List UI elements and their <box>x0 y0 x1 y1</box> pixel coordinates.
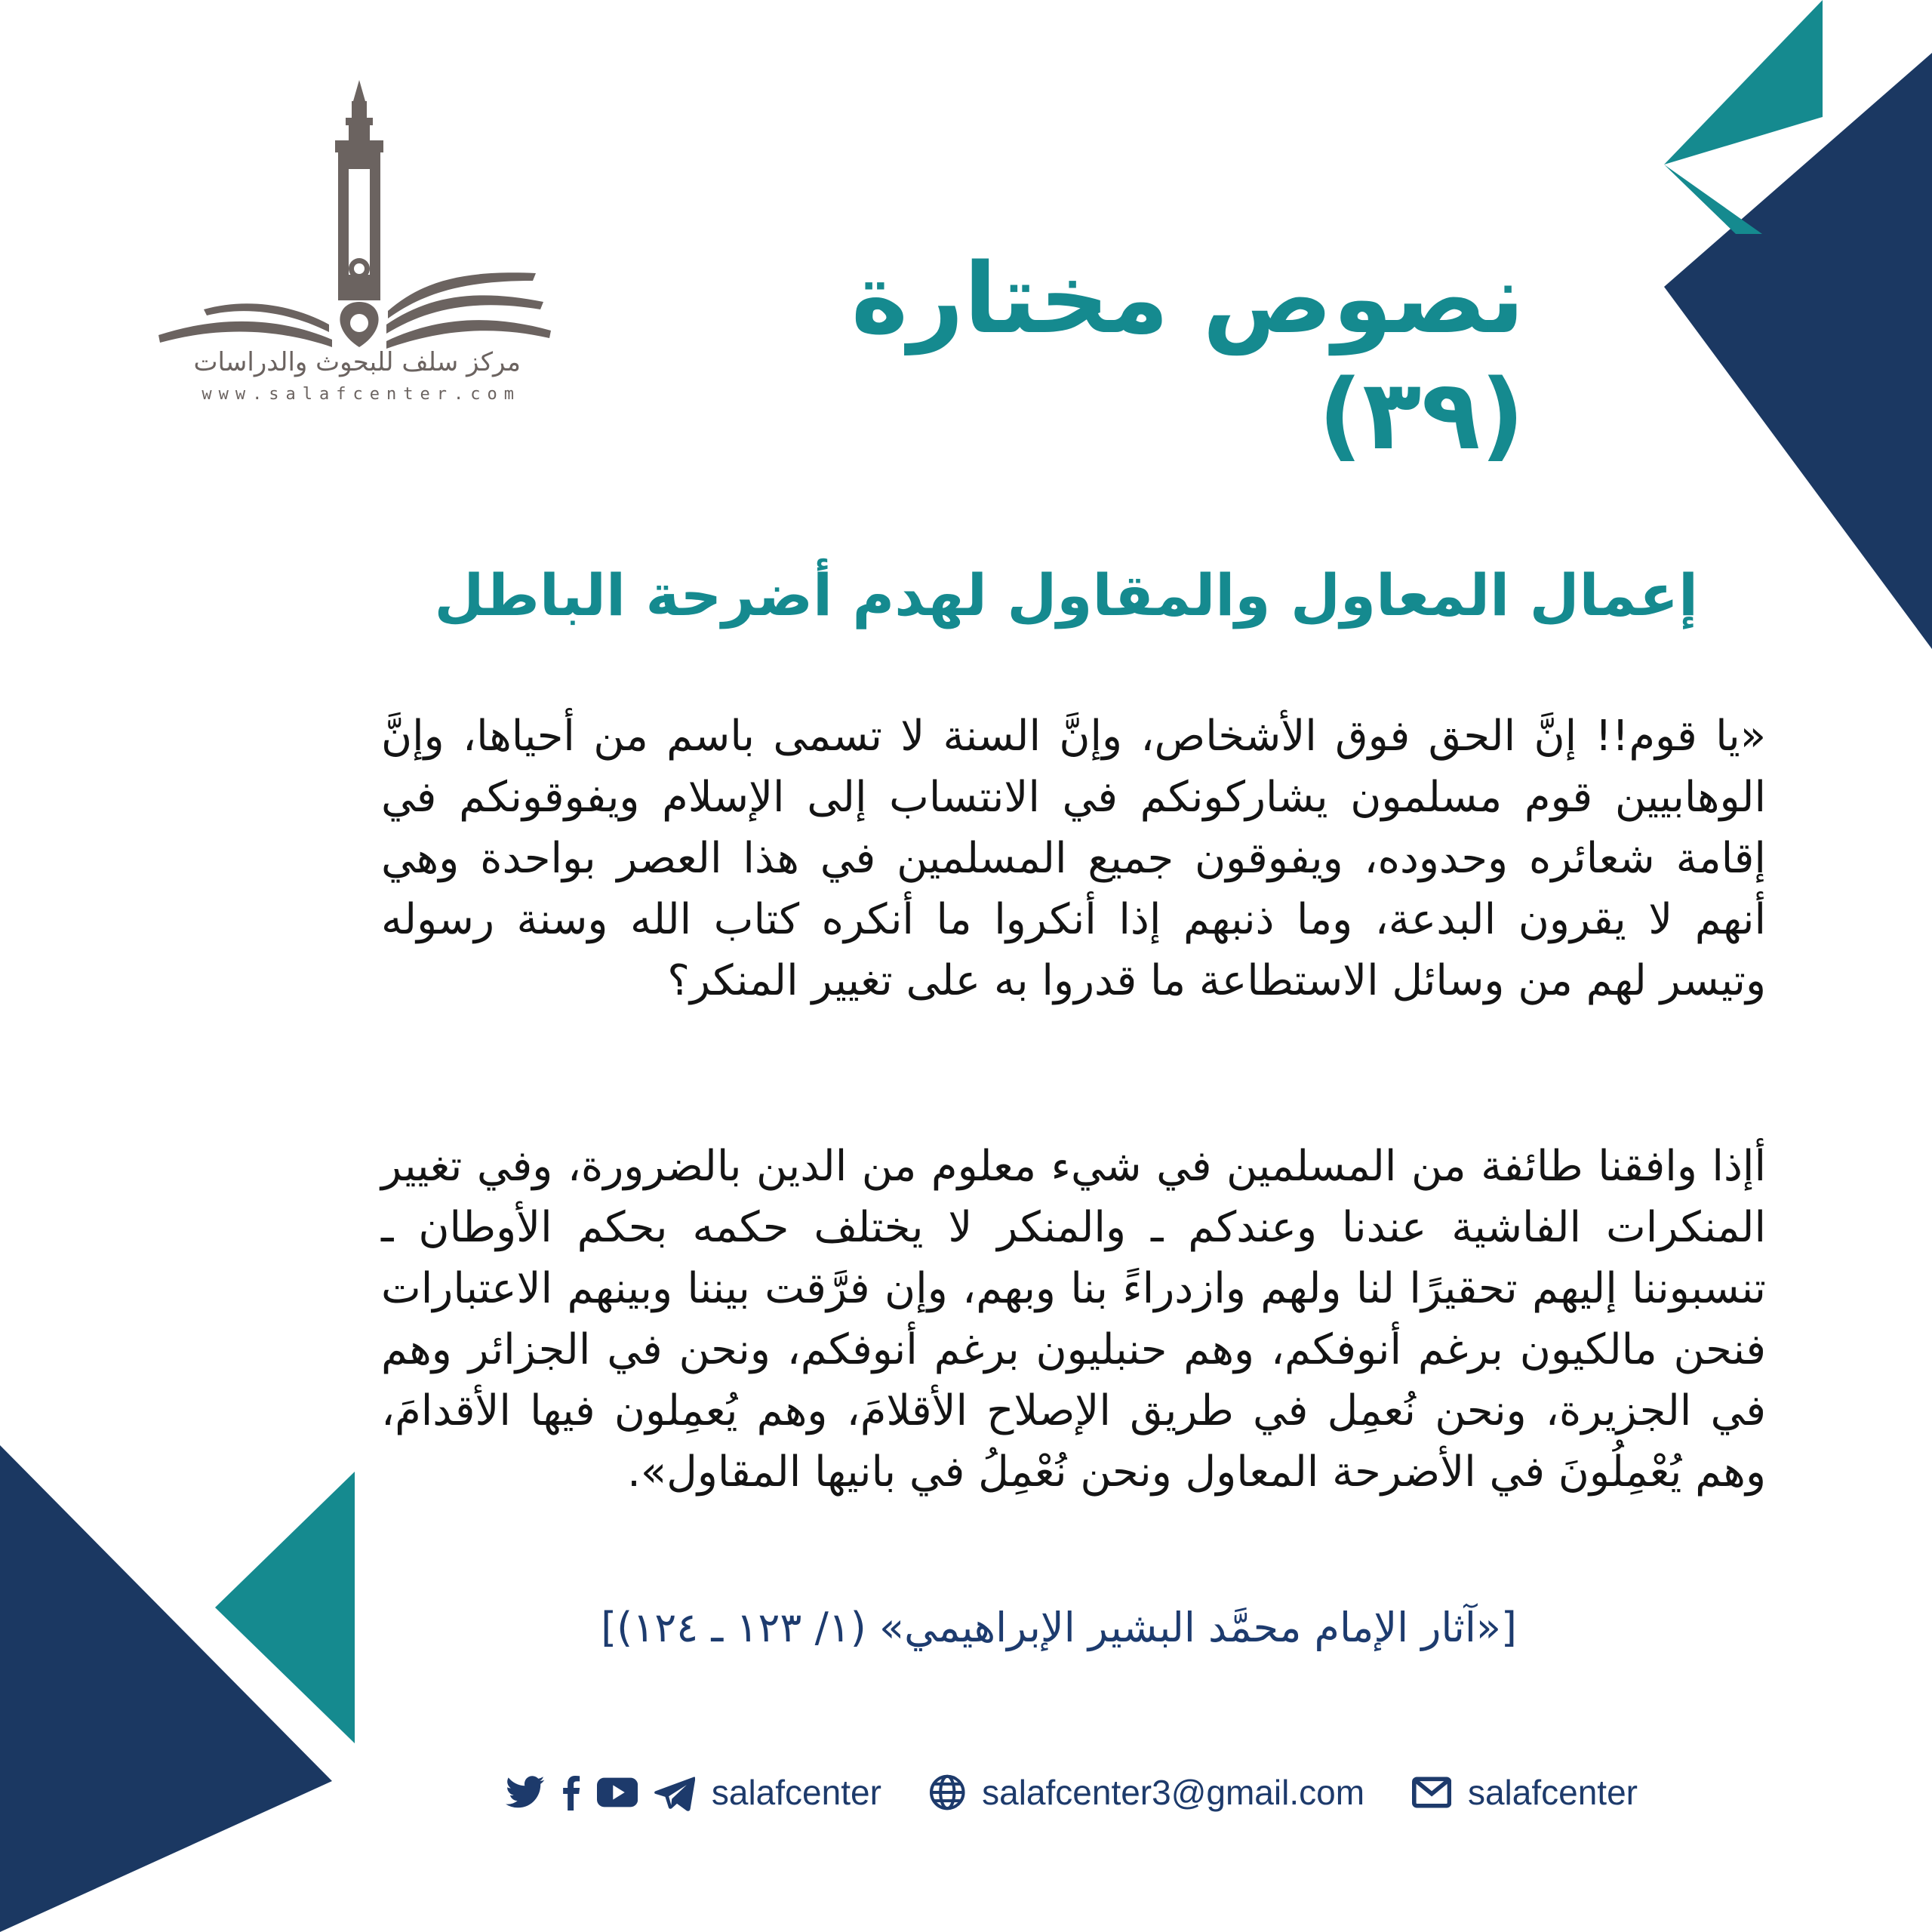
logo <box>151 75 574 423</box>
youtube-icon[interactable] <box>597 1777 638 1808</box>
contact-footer <box>506 1758 1638 1826</box>
twitter-icon[interactable] <box>506 1774 545 1810</box>
logo-website-url: www.salafcenter.com <box>202 385 521 404</box>
envelope-icon <box>1412 1776 1451 1809</box>
body-paragraph-1: «يا قوم!! إنَّ الحق فوق الأشخاص، وإنَّ السنة لا تسمى باسم من أحياها، وإنَّ الوهابيين قوم مسلمون يشاركونكم في الانتساب إلى الإسلام ويفوقونكم في إقامة شعائره وحدوده، ويفوقون جميع المسلمين في هذا العصر بواحدة وهي أنهم لا يقرون البدعة، وما ذنبهم إذا أنكروا ما أنكره كتاب الله وسنة رسوله وتيسر لهم من وسائل الاستطاعة ما قدروا به على تغيير المنكر؟ <box>381 712 1766 1005</box>
source-citation: [«آثار الإمام محمَّد البشير الإبراهيمي» (١/ ١٢٣ ـ ١٢٤)] <box>601 1604 1517 1651</box>
article-subtitle: إعمال المعاول والمقاول لهدم أضرحة الباطل <box>434 561 1698 629</box>
facebook-icon[interactable] <box>561 1774 580 1810</box>
telegram-icon[interactable] <box>654 1774 695 1811</box>
minaret-book-logo-icon <box>151 75 574 362</box>
globe-icon <box>929 1773 966 1812</box>
social-handle[interactable]: salafcenter <box>711 1773 881 1812</box>
body-paragraph-2: أإذا وافقنا طائفة من المسلمين في شيء معلوم من الدين بالضرورة، وفي تغيير المنكرات الفاشية عندنا وعندكم ـ والمنكر لا يختلف حكمه بحكم الأوطان ـ تنسبوننا إليهم تحقيرًا لنا ولهم وازدراءً بنا وبهم، وإن فرَّقت بيننا وبينهم الاعتبارات فنحن مالكيون برغم أنوفكم، وهم حنبليون برغم أنوفكم، ونحن في الجزائر وهم في الجزيرة، ونحن نُعمِل في طريق الإصلاح الأقلامَ، وهم يُعمِلون فيها الأقدامَ، وهم يُعْمِلُونَ في الأضرحة المعاول ونحن نُعْمِلُ في بانيها المقاول». <box>381 1142 1766 1497</box>
bottom-left-navy-triangle <box>0 1445 332 1932</box>
email-address[interactable]: salafcenter3@gmail.com <box>982 1773 1365 1812</box>
website-handle[interactable]: salafcenter <box>1467 1773 1638 1812</box>
logo-org-name: مركز سلف للبحوث والدراسات <box>193 347 521 377</box>
page-title: نصوص مختارة (٣٩) <box>851 243 1524 472</box>
